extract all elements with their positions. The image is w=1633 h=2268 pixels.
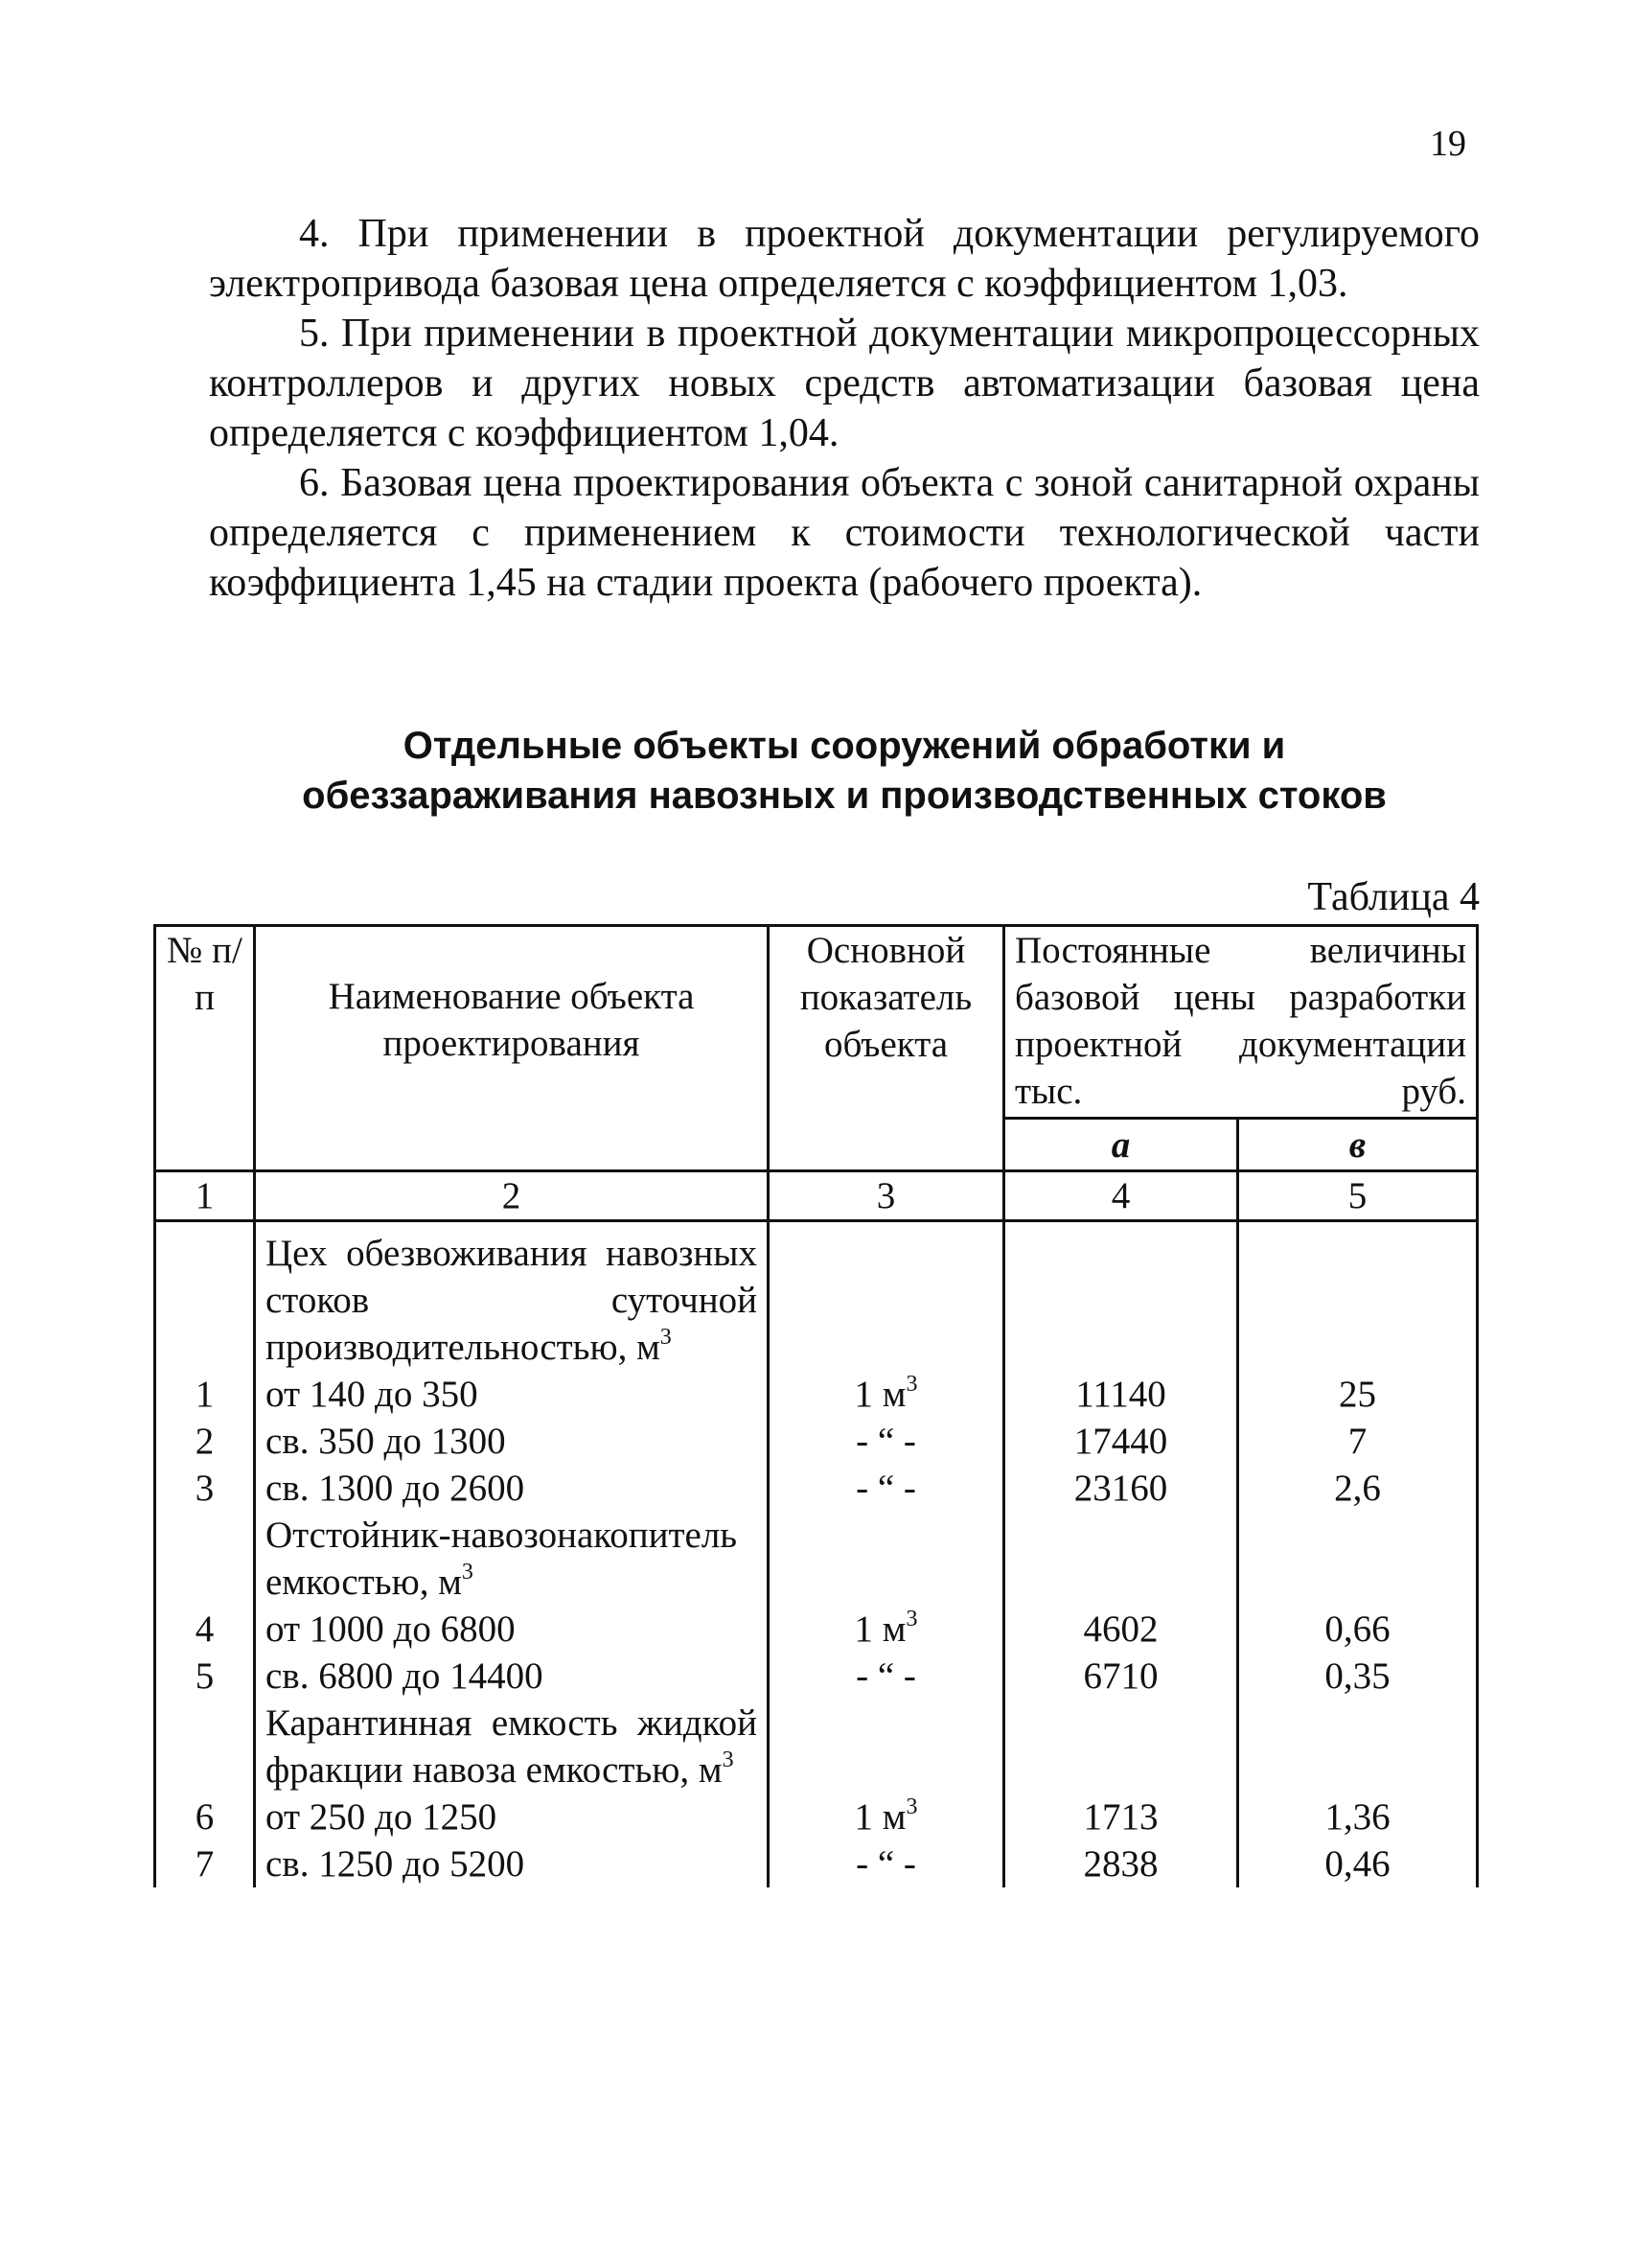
- column-numbers-row: [155, 1171, 1478, 1221]
- group-title-text: Карантинная емкость жидкой фракции навоза емкостью, м: [265, 1702, 757, 1791]
- row-number: 2: [155, 1418, 255, 1465]
- paragraph-5: 5. При применении в проектной документации микропроцессорных контроллеров и других новых средств автоматизации базовая цена определяется с коэффициентом 1,04.: [209, 312, 1480, 455]
- row-value-a: 1713: [1004, 1794, 1238, 1840]
- row-name: от 1000 до 6800: [255, 1606, 769, 1653]
- page-number: 19: [1430, 124, 1466, 164]
- row-number: 7: [155, 1840, 255, 1887]
- row-unit-text: 1 м: [854, 1796, 907, 1838]
- spacer-row: [155, 1221, 1478, 1231]
- row-value-b: 2,6: [1238, 1465, 1478, 1512]
- header-main-indicator: Основной показатель объекта: [769, 926, 1004, 1171]
- row-value-a: 6710: [1004, 1653, 1238, 1700]
- row-value-b: 7: [1238, 1418, 1478, 1465]
- table-row: [155, 1418, 1478, 1465]
- column-number: 4: [1004, 1171, 1238, 1221]
- group-title-text: Цех обезвоживания навозных стоков суточной производительностью, м: [265, 1233, 757, 1368]
- paragraph-6: 6. Базовая цена проектирования объекта с зоной санитарной охраны определяется с применением к стоимости технологической части коэффициента 1,45 на стадии проекта (рабочего проекта).: [209, 461, 1480, 605]
- header-base-price: Постоянные величины базовой цены разработки проектной документации тыс. руб.: [1004, 926, 1478, 1119]
- cost-table: [153, 924, 1479, 1887]
- row-unit-text: 1 м: [854, 1608, 907, 1650]
- empty-cell: [155, 1700, 255, 1794]
- group-title-superscript: 3: [659, 1325, 672, 1350]
- row-unit: [769, 1653, 1004, 1700]
- row-unit: [769, 1606, 1004, 1653]
- row-unit-text: - “ -: [856, 1655, 916, 1697]
- body-text: [209, 209, 1480, 608]
- row-value-b: 0,46: [1238, 1840, 1478, 1887]
- group-title-text: Отстойник-навозонакопитель емкостью, м: [265, 1515, 738, 1603]
- empty-cell: [1004, 1230, 1238, 1371]
- row-value-b: 25: [1238, 1371, 1478, 1418]
- row-unit-superscript: 3: [906, 1607, 918, 1632]
- row-name: св. 350 до 1300: [255, 1418, 769, 1465]
- column-number: 2: [255, 1171, 769, 1221]
- table-row: [155, 1794, 1478, 1840]
- empty-cell: [769, 1230, 1004, 1371]
- row-unit: [769, 1794, 1004, 1840]
- column-number: 3: [769, 1171, 1004, 1221]
- group-title-row: [155, 1700, 1478, 1794]
- row-unit: [769, 1465, 1004, 1512]
- row-value-a: 17440: [1004, 1418, 1238, 1465]
- table-row: [155, 1465, 1478, 1512]
- table-row: [155, 1371, 1478, 1418]
- row-unit-superscript: 3: [906, 1372, 918, 1397]
- column-number: 1: [155, 1171, 255, 1221]
- row-value-a: 4602: [1004, 1606, 1238, 1653]
- group-title-row: [155, 1512, 1478, 1606]
- header-sub-a: а: [1004, 1119, 1238, 1171]
- section-title-line-1: Отдельные объекты сооружений обработки и: [402, 725, 1286, 767]
- empty-cell: [1004, 1700, 1238, 1794]
- table-body: [155, 1171, 1478, 1888]
- row-unit: [769, 1371, 1004, 1418]
- empty-cell: [1238, 1700, 1478, 1794]
- section-title: [209, 721, 1480, 821]
- row-number: 4: [155, 1606, 255, 1653]
- row-name: от 140 до 350: [255, 1371, 769, 1418]
- group-title-superscript: 3: [461, 1560, 473, 1585]
- empty-cell: [769, 1700, 1004, 1794]
- row-value-b: 0,35: [1238, 1653, 1478, 1700]
- row-value-b: 0,66: [1238, 1606, 1478, 1653]
- column-number: 5: [1238, 1171, 1478, 1221]
- row-number: 5: [155, 1653, 255, 1700]
- group-title: [255, 1512, 769, 1606]
- empty-cell: [155, 1512, 255, 1606]
- row-unit: [769, 1418, 1004, 1465]
- empty-cell: [1238, 1512, 1478, 1606]
- row-number: 3: [155, 1465, 255, 1512]
- group-title: [255, 1700, 769, 1794]
- header-sub-b: в: [1238, 1119, 1478, 1171]
- row-value-a: 11140: [1004, 1371, 1238, 1418]
- empty-cell: [155, 1230, 255, 1371]
- group-title: [255, 1230, 769, 1371]
- header-object-name-text: Наименование объекта проектирования: [328, 975, 695, 1064]
- table-label: Таблица 4: [1307, 875, 1480, 919]
- row-unit-superscript: 3: [906, 1794, 918, 1819]
- header-number: № п/п: [155, 926, 255, 1171]
- table-row: [155, 1653, 1478, 1700]
- row-name: от 250 до 1250: [255, 1794, 769, 1840]
- section-title-line-2: обеззараживания навозных и производственных стоков: [302, 775, 1387, 817]
- empty-cell: [769, 1512, 1004, 1606]
- row-number: 6: [155, 1794, 255, 1840]
- header-object-name: [255, 926, 769, 1171]
- group-title-row: [155, 1230, 1478, 1371]
- paragraph-4: 4. При применении в проектной документации регулируемого электропривода базовая цена определяется с коэффициентом 1,03.: [209, 212, 1480, 306]
- row-unit-text: - “ -: [856, 1421, 916, 1462]
- group-title-superscript: 3: [722, 1747, 734, 1772]
- row-number: 1: [155, 1371, 255, 1418]
- empty-cell: [1238, 1230, 1478, 1371]
- row-name: св. 6800 до 14400: [255, 1653, 769, 1700]
- row-unit-text: - “ -: [856, 1468, 916, 1509]
- row-value-a: 23160: [1004, 1465, 1238, 1512]
- table-row: [155, 1606, 1478, 1653]
- row-unit-text: - “ -: [856, 1843, 916, 1885]
- row-unit: [769, 1840, 1004, 1887]
- table-row: [155, 1840, 1478, 1887]
- row-unit-text: 1 м: [854, 1374, 907, 1415]
- empty-cell: [1004, 1512, 1238, 1606]
- row-value-b: 1,36: [1238, 1794, 1478, 1840]
- row-name: св. 1300 до 2600: [255, 1465, 769, 1512]
- row-value-a: 2838: [1004, 1840, 1238, 1887]
- row-name: св. 1250 до 5200: [255, 1840, 769, 1887]
